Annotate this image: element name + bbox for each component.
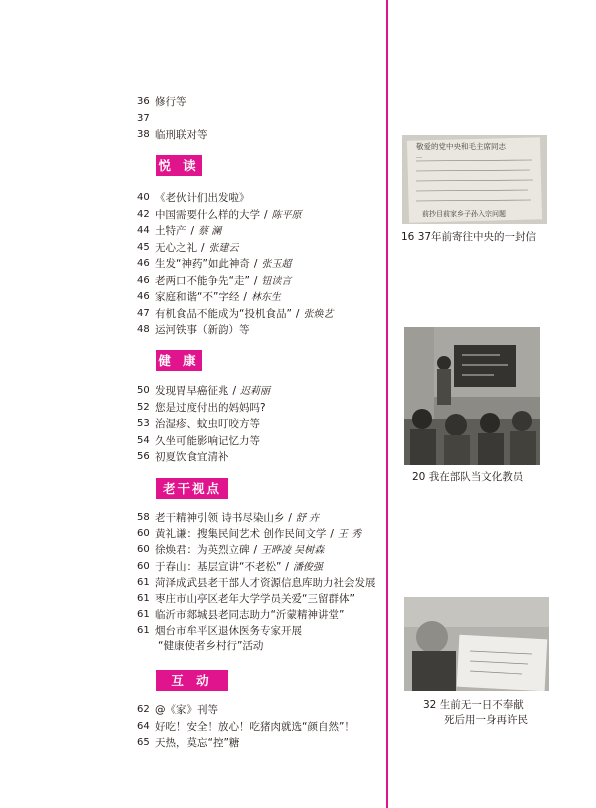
toc-author-separator: / [295,307,300,320]
toc-title: 久坐可能影响记忆力等 [155,434,260,447]
toc-title: 天热，莫忘“控”糖 [155,737,240,749]
toc-title: 有机食品不能成为“投机食品” [155,307,292,320]
toc-title: 烟台市牟平区退休医务专家开展 [155,625,302,638]
toc-title-block [155,433,260,449]
toc-entry[interactable] [0,400,386,416]
toc-entry[interactable] [0,510,386,526]
toc-author-separator: / [243,291,247,303]
caption-photo3-line2: 死后用一身再许民 [444,714,528,726]
toc-title-block [155,400,266,416]
toc-title-block [155,207,302,224]
toc-title-block [155,256,291,273]
section-header-hudong: 互 动 [156,670,228,691]
toc-author-separator: / [253,544,258,557]
toc-title: 您是过度付出的妈妈吗? [155,401,266,414]
toc-title-block [155,735,239,751]
toc-entry[interactable] [0,559,386,575]
toc-title: 修行等 [155,96,187,108]
toc-title: 临沂市郯城县老同志助力“沂蒙精神讲堂” [155,609,345,622]
toc-entry[interactable] [0,575,386,591]
toc-title-block [155,575,376,591]
elderly-man-photo-image [404,597,549,691]
toc-title-block [155,127,208,143]
toc-entry[interactable] [0,449,386,465]
toc-title-block [155,449,229,465]
toc-title-block [155,240,239,257]
toc-title-block [155,607,344,623]
toc-title: 枣庄市山亭区老年大学学员关爱“三留群体” [155,593,355,605]
toc-page-number: 38 [137,129,150,140]
toc-author-separator: / [264,208,268,221]
toc-page-number: 36 [137,96,150,107]
photo-elderly-man [404,597,549,691]
toc-title: 无心之礼 [155,241,197,254]
toc-page-number: 61 [137,609,150,621]
section-header-laogan: 老干视点 [156,478,228,499]
toc-title: 土特产 [155,225,187,237]
toc-page-number: 61 [137,576,150,588]
section-header-jiankang: 健 康 [156,350,202,371]
classroom-photo-image [404,327,540,465]
toc-page-number: 46 [137,291,150,302]
caption-photo3-line1: 32 生前无一日不奉献 [423,699,524,711]
toc-author: 陈平原 [271,209,302,221]
toc-title: 临刑联对等 [155,129,208,141]
toc-entry[interactable] [0,719,386,735]
toc-entry[interactable] [0,433,386,449]
toc-title: 治湿疹、蚊虫叮咬方等 [155,418,260,430]
toc-title: 初夏饮食宜清补 [155,451,229,463]
toc-page-number: 61 [137,593,150,604]
toc-entry[interactable] [0,322,386,338]
toc-entry[interactable] [0,240,386,256]
toc-title: 中国需要什么样的大学 [155,208,260,221]
toc-title-block [155,591,355,607]
toc-page-number: 64 [137,720,150,732]
toc-page-number: 50 [137,385,150,396]
toc-entry[interactable] [0,273,386,289]
toc-page-number: 45 [137,241,150,253]
toc-entry[interactable] [0,383,386,399]
toc-page-number: 53 [137,418,150,429]
toc-page-number: 61 [137,625,150,637]
toc-entry[interactable] [0,607,386,623]
toc-title-block [155,416,260,432]
toc-author-separator: / [190,225,195,237]
toc-title: 《老伙计们出发啦》 [155,192,250,204]
toc-entry[interactable] [0,702,386,718]
toc-page-number: 60 [137,528,150,540]
toc-entry[interactable] [0,306,386,322]
toc-entry[interactable] [0,94,386,110]
toc-entry[interactable] [0,207,386,223]
toc-title-block [155,223,221,240]
toc-page-number: 54 [137,434,150,446]
caption-photo1: 16 37年前寄往中央的一封信 [401,231,537,243]
toc-page-number: 46 [137,274,150,286]
toc-title-block [155,542,324,559]
toc-entry[interactable] [0,735,386,751]
toc-author: 张建云 [208,242,239,254]
toc-title-block [155,526,361,543]
toc-page-number: 65 [137,737,150,748]
toc-title: 好吃！安全！放心！吃猪肉就选“颜自然”！ [155,720,355,733]
toc-author: 王 秀 [337,529,362,541]
toc-author-separator: / [288,512,292,524]
toc-title-block [155,559,323,576]
toc-title: 黄礼谦：搜集民间艺术 创作民间文学 [155,528,327,541]
toc-author: 潘俊强 [292,561,323,573]
toc-page-number: 58 [137,512,150,523]
toc-title: 运河铁事（新韵）等 [155,324,250,336]
toc-page-number: 60 [137,560,150,572]
toc-author-separator: / [232,385,237,397]
toc-title: 老干精神引领 诗书尽染山乡 [155,512,285,524]
toc-page-number: 47 [137,307,150,319]
toc-author: 王晔凌 吴树森 [261,545,325,557]
toc-title: @《家》刊等 [155,704,218,716]
vertical-divider-line [386,0,388,808]
toc-page-number: 42 [137,208,150,220]
toc-author-separator: / [253,274,258,287]
toc-entry[interactable] [0,526,386,542]
toc-title: 生发“神药”如此神奇 [155,258,250,270]
toc-page-number: 60 [137,544,150,556]
toc-page-number: 44 [137,225,150,236]
toc-entry[interactable] [0,256,386,272]
toc-author: 迟莉丽 [240,386,271,397]
toc-entry[interactable] [0,416,386,432]
toc-author-separator: / [253,258,258,270]
toc-author: 林东生 [250,292,281,303]
toc-title-block [155,190,250,206]
toc-title-block [155,273,291,290]
toc-title-block [155,623,302,639]
photo-classroom [404,327,540,465]
letter-footer-text: 前抄目前家乡子孙入宗问题 [422,210,506,218]
toc-title-block [155,306,333,323]
section-header-yuedu: 悦 读 [156,155,202,176]
toc-entry[interactable] [0,591,386,607]
toc-entry[interactable] [0,127,386,143]
toc-title-block [155,383,270,400]
toc-entry[interactable] [0,223,386,239]
toc-page-number: 62 [137,704,150,715]
toc-page-number: 40 [137,192,150,203]
toc-title: 菏泽成武县老干部人才资源信息库助力社会发展 [155,576,376,589]
photo-letter [402,135,547,224]
toc-title-block [155,94,187,110]
toc-author: 钮读言 [261,275,292,287]
toc-title: 于春山：基层宣讲“不老松” [155,560,282,573]
toc-entry[interactable] [0,623,386,639]
toc-title-block [155,510,319,527]
laogan-continuation-line: “健康使者乡村行”活动 [158,640,264,652]
toc-author: 蔡 澜 [198,226,222,237]
caption-photo2: 20 我在部队当文化教员 [412,471,524,483]
toc-title: 老两口不能争先“走” [155,274,250,287]
toc-title: 徐焕君：为英烈立碑 [155,544,250,557]
toc-entry[interactable] [0,289,386,305]
letter-body-text: … [416,153,422,160]
toc-author: 舒 卉 [295,513,320,524]
letter-heading-text: 敬爱的党中央和毛主席同志 [416,142,506,151]
toc-title-block [155,702,218,718]
toc-title-block [155,322,250,338]
toc-author: 张焕艺 [303,308,334,320]
toc-page-number: 46 [137,258,150,269]
toc-entry[interactable] [0,190,386,206]
toc-author: 张玉超 [261,259,292,270]
toc-title: 发现胃早癌征兆 [155,385,229,397]
toc-title: 家庭和谐“不”字经 [155,291,240,303]
toc-author-separator: / [330,528,334,541]
toc-entry[interactable] [0,111,386,127]
toc-entry[interactable] [0,542,386,558]
toc-title-block [155,289,281,306]
toc-author-separator: / [285,560,289,573]
toc-page-number: 48 [137,324,150,335]
toc-page-number: 56 [137,451,150,462]
toc-author-separator: / [201,241,205,254]
toc-page-number: 37 [137,112,150,124]
toc-title-block [155,719,355,735]
toc-page-number: 52 [137,401,150,413]
